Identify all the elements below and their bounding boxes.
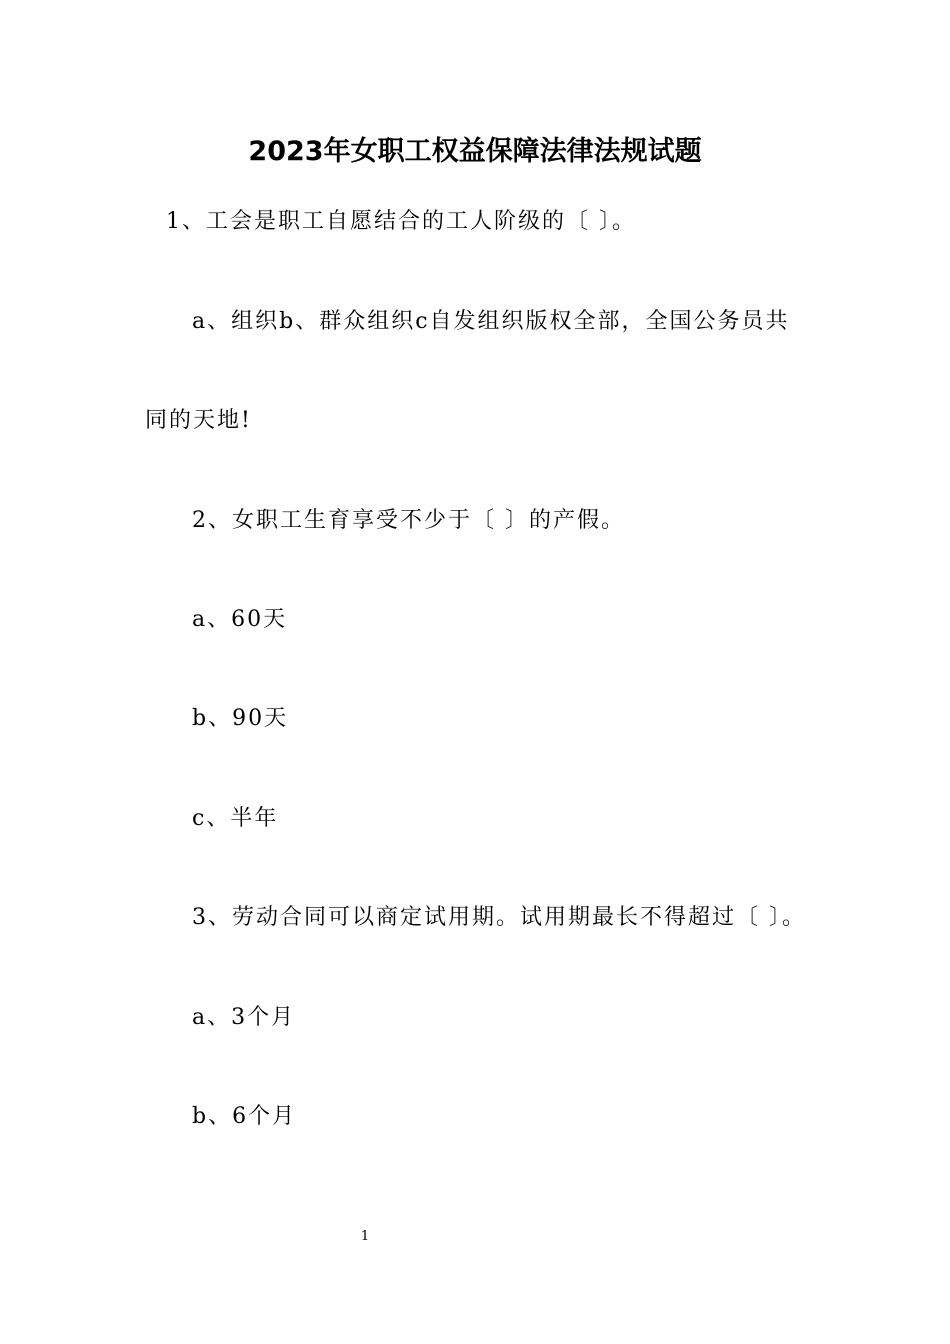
question-2-option-a: a、60天 [192,607,288,632]
question-2: 2、女职工生育享受不少于〔 〕的产假。 [192,508,625,533]
question-2-option-c: c、半年 [192,806,279,831]
page-number: 1 [360,1229,370,1244]
question-1-options: a、组织b、群众组织c自发组织版权全部，全国公务员共 [192,309,790,334]
question-3-option-b: b、6个月 [192,1104,297,1129]
question-1: 1、工会是职工自愿结合的工人阶级的〔 〕。 [166,209,636,234]
question-2-option-b: b、90天 [192,706,289,731]
question-3-option-a: a、3个月 [192,1005,296,1030]
question-3: 3、劳动合同可以商定试用期。试用期最长不得超过〔 〕。 [192,905,806,930]
document-title: 2023年女职工权益保障法律法规试题 [248,136,702,167]
question-1-options-continued: 同的天地! [145,408,252,433]
